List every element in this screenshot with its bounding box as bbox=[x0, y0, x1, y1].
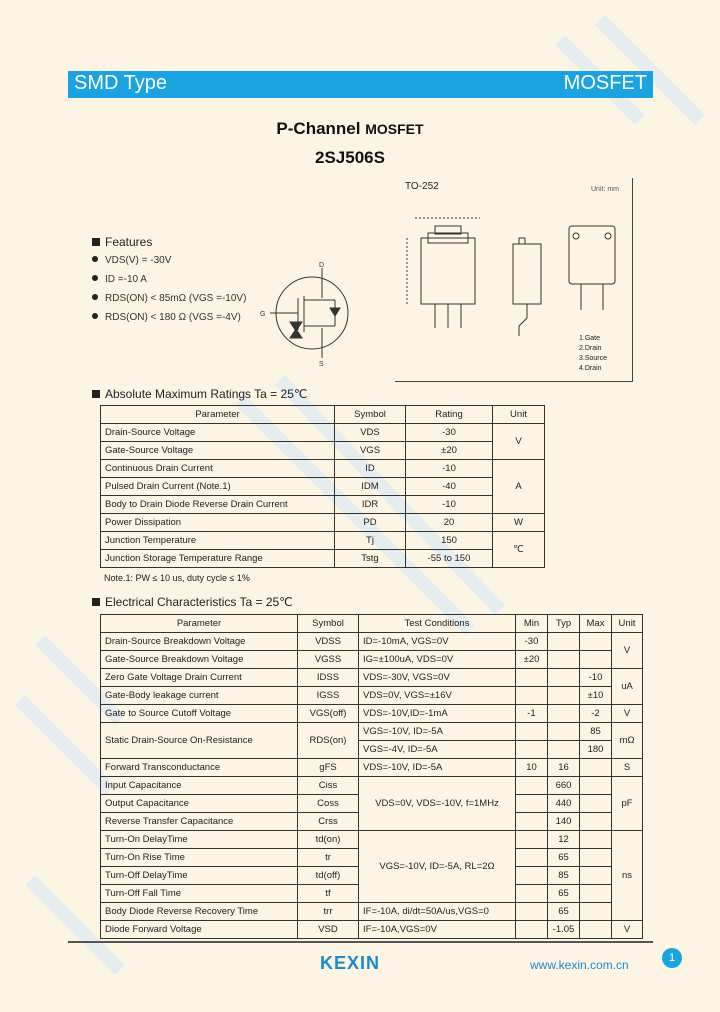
svg-text:S: S bbox=[319, 361, 324, 368]
footer-divider bbox=[68, 941, 653, 943]
table-row: Junction Temperature Tj 150 ℃ bbox=[101, 532, 545, 550]
table-row: Turn-On DelayTime td(on) VGS=-10V, ID=-5A, RL=2Ω 12 ns bbox=[101, 831, 643, 849]
table-row: Forward Transconductance gFS VDS=-10V, ID=-5A 10 16 S bbox=[101, 759, 643, 777]
part-number: 2SJ506S bbox=[315, 148, 385, 167]
table-row: Diode Forward Voltage VSD IF=-10A,VGS=0V -1.05 V bbox=[101, 921, 643, 939]
abs-max-note: Note.1: PW ≤ 10 us, duty cycle ≤ 1% bbox=[104, 573, 250, 583]
table-row: Pulsed Drain Current (Note.1) IDM -40 bbox=[101, 478, 545, 496]
table-row: Zero Gate Voltage Drain Current IDSS VDS=-30V, VGS=0V -10 uA bbox=[101, 669, 643, 687]
feature-item: ID =-10 A bbox=[92, 274, 147, 285]
elec-table bbox=[100, 614, 643, 939]
kexin-logo: KEXIN bbox=[320, 953, 381, 973]
table-row: Turn-Off Fall Time tf 65 bbox=[101, 885, 643, 903]
svg-text:D: D bbox=[319, 262, 325, 269]
abs-max-table bbox=[100, 405, 545, 568]
table-row: Junction Storage Temperature Range Tstg -55 to 150 bbox=[101, 550, 545, 568]
table-row: Drain-Source Breakdown Voltage VDSS ID=-10mA, VGS=0V -30 V bbox=[101, 633, 643, 651]
header-left: SMD Type bbox=[74, 72, 167, 94]
header-banner bbox=[68, 71, 653, 98]
table-row: Drain-Source Voltage VDS -30 V bbox=[101, 424, 545, 442]
product-type: P-Channel MOSFET bbox=[276, 119, 424, 138]
table-row: Body Diode Reverse Recovery Time trr IF=-10A, di/dt=50A/us,VGS=0 65 bbox=[101, 903, 643, 921]
feature-item: RDS(ON) < 85mΩ (VGS =-10V) bbox=[92, 293, 246, 304]
table-header-row: Parameter Symbol Test Conditions Min Typ Max Unit bbox=[101, 615, 643, 633]
table-row: Turn-Off DelayTime td(off) 85 bbox=[101, 867, 643, 885]
footer-url[interactable]: www.kexin.com.cn bbox=[530, 958, 629, 972]
abs-max-heading: Absolute Maximum Ratings Ta = 25℃ bbox=[92, 387, 307, 401]
svg-text:G: G bbox=[260, 311, 266, 318]
package-drawing: TO-252 Unit: mm 1.Gate 2.Drain 3.Source 4.Drain bbox=[395, 178, 633, 382]
feature-item: VDS(V) = -30V bbox=[92, 255, 171, 266]
table-row: Input Capacitance Ciss VDS=0V, VDS=-10V, f=1MHz 660 pF bbox=[101, 777, 643, 795]
table-header-row: Parameter Symbol Rating Unit bbox=[101, 406, 545, 424]
page-number: 1 bbox=[662, 948, 682, 968]
table-row: Continuous Drain Current ID -10 A bbox=[101, 460, 545, 478]
table-row: Turn-On Rise Time tr 65 bbox=[101, 849, 643, 867]
table-row: VGS=-4V, ID=-5A 180 bbox=[101, 741, 643, 759]
table-row: Body to Drain Diode Reverse Drain Current IDR -10 bbox=[101, 496, 545, 514]
table-row: Gate-Body leakage current IGSS VDS=0V, VGS=±16V ±10 bbox=[101, 687, 643, 705]
mosfet-schematic bbox=[260, 258, 370, 368]
feature-item: RDS(ON) < 180 Ω (VGS =-4V) bbox=[92, 312, 241, 323]
table-row: Gate-Source Voltage VGS ±20 bbox=[101, 442, 545, 460]
elec-heading: Electrical Characteristics Ta = 25℃ bbox=[92, 595, 293, 609]
table-row: Static Drain-Source On-Resistance RDS(on) VGS=-10V, ID=-5A 85 mΩ bbox=[101, 723, 643, 741]
table-row: Gate to Source Cutoff Voltage VGS(off) VDS=-10V,ID=-1mA -1 -2 V bbox=[101, 705, 643, 723]
features-heading: Features bbox=[92, 235, 152, 249]
table-row: Power Dissipation PD 20 W bbox=[101, 514, 545, 532]
table-row: Reverse Transfer Capacitance Crss 140 bbox=[101, 813, 643, 831]
header-right: MOSFET bbox=[563, 72, 647, 94]
table-row: Output Capacitance Coss 440 bbox=[101, 795, 643, 813]
table-row: Gate-Source Breakdown Voltage VGSS IG=±100uA, VDS=0V ±20 bbox=[101, 651, 643, 669]
